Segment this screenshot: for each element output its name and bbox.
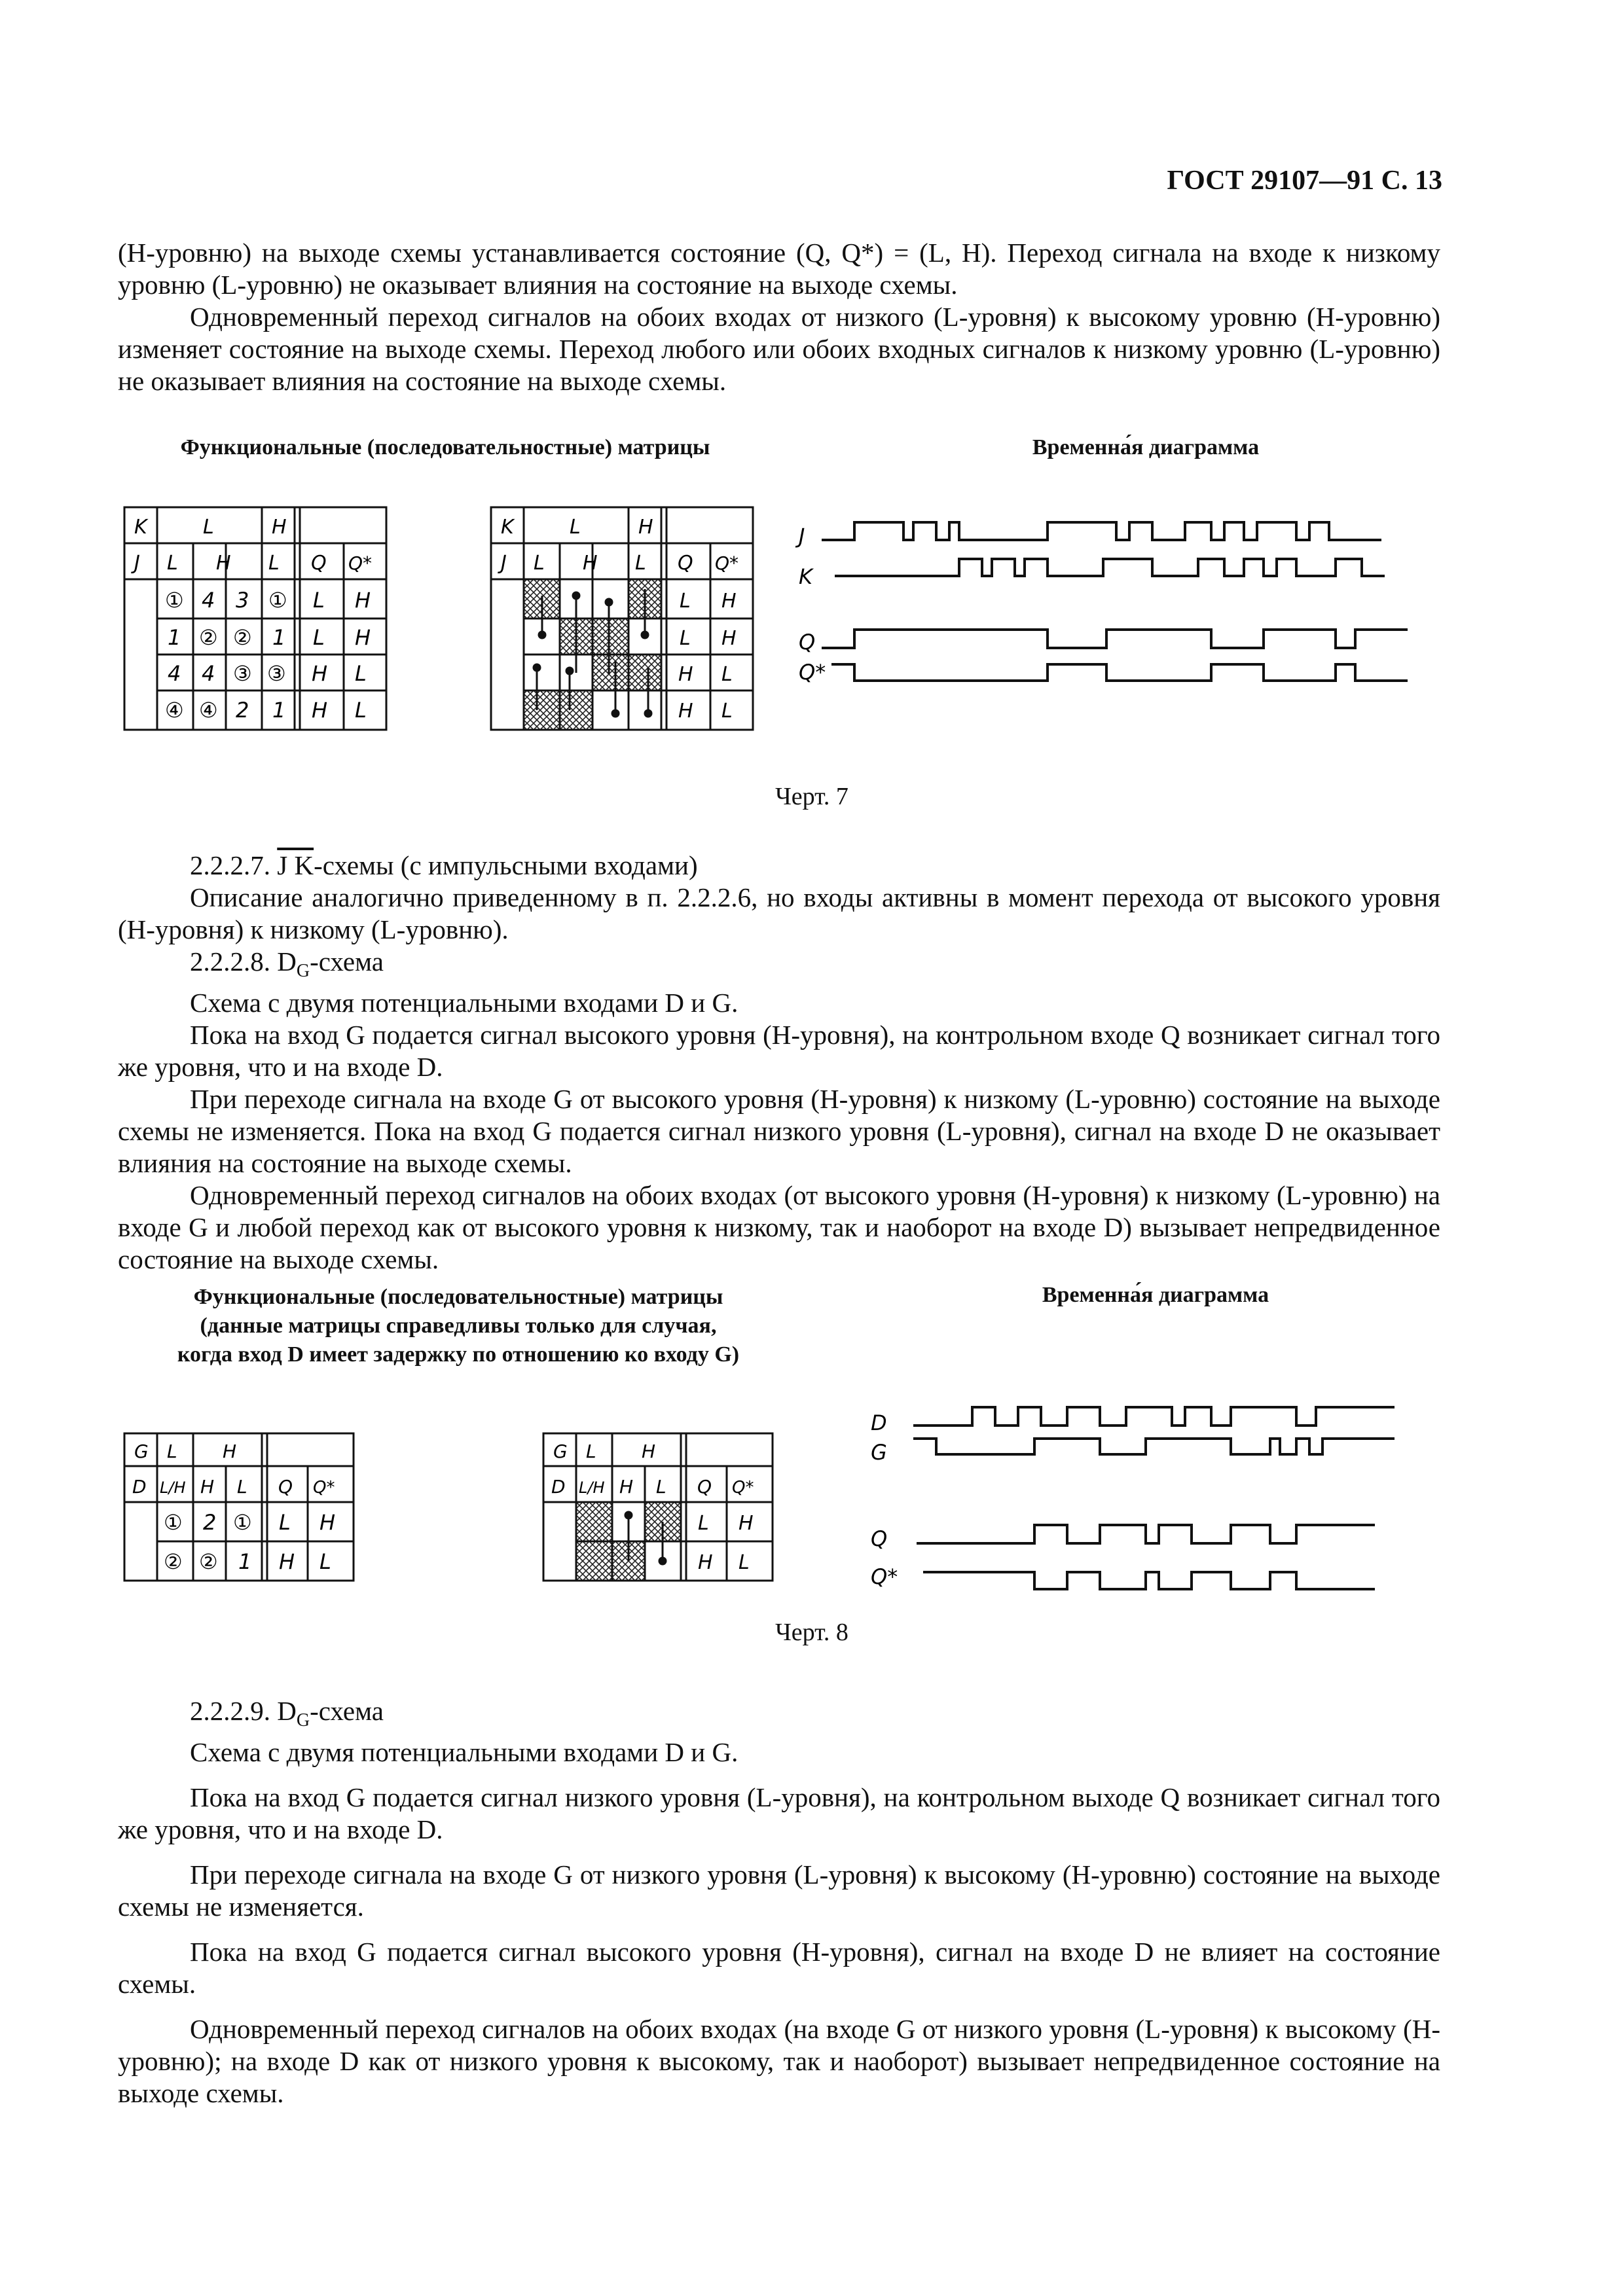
cell: ②: [233, 625, 252, 650]
cell: H: [216, 552, 231, 575]
cell: D: [132, 1476, 147, 1498]
signal-label: Q: [799, 630, 816, 655]
cell: Q: [311, 552, 327, 575]
cell: 3: [236, 588, 249, 613]
section-number: 2.2.2.7.: [190, 850, 270, 880]
section-heading-228: [118, 946, 1440, 987]
waveform-k: [835, 559, 1385, 576]
cell: L: [635, 552, 646, 575]
cell: L/H: [160, 1479, 186, 1497]
top-text-block: [118, 237, 1440, 397]
paragraph: Одновременный переход сигналов на обоих входах (от высокого уровня (Н-уровня) к низкому (L-уровню) на входе G и любой переход как от высокого уровня к низкому, так и наоборот на входе D) вызывает непредвиденное состояние на выходе схемы.: [118, 1180, 1440, 1275]
cell: 2: [203, 1510, 217, 1535]
waveform-q-star: [831, 664, 1408, 681]
cell: H: [739, 1512, 754, 1535]
signal-label: Q: [871, 1526, 888, 1551]
signal-label: Q*: [799, 660, 826, 685]
cell: H: [312, 661, 328, 686]
cell: 1: [238, 1549, 252, 1574]
paragraph: При переходе сигнала на входе G от высокого уровня (Н-уровня) к низкому (L-уровню) состояние на выходе схемы не изменяется. Пока на вход G подается сигнал низкого уровня (L-уровня), сигнал на входе D не оказывает влияния на состояние на выходе схемы.: [118, 1084, 1440, 1179]
cell: H: [319, 1510, 336, 1535]
fig7-timing-caption: Временна́я диаграмма: [1032, 435, 1260, 459]
cell: L: [167, 1441, 177, 1462]
page-header: ГОСТ 29107—91 С. 13: [1167, 166, 1442, 196]
fig8-matrix-table-2: [537, 1430, 779, 1587]
cell: ①: [233, 1510, 252, 1535]
cell: H: [200, 1476, 215, 1498]
fig8-matrix-table-1: [118, 1430, 360, 1587]
cell: L: [279, 1510, 291, 1535]
fig8-timing-diagram: [851, 1394, 1414, 1610]
signal-label: G: [871, 1440, 887, 1465]
cell: 1: [272, 698, 286, 723]
cell: Q*: [313, 1478, 335, 1498]
cell: L: [570, 516, 581, 539]
cell: ④: [199, 698, 218, 723]
bottom-text-block: [118, 1695, 1440, 2109]
fig8-caption: Черт. 8: [775, 1619, 848, 1646]
paragraph: Одновременный переход сигналов на обоих входах от низкого (L-уровня) к высокому уровню (Н-уровню) изменяет состояние на выходе схемы. Переход любого или обоих входных сигналов к низкому уровню (L-уровню) не оказывает влияния на состояние на выходе схемы.: [118, 302, 1440, 396]
cell: Q*: [348, 552, 373, 574]
signal-name: J K: [277, 850, 314, 880]
section-title: -схема: [310, 946, 384, 977]
paragraph: Пока на вход G подается сигнал высокого уровня (Н-уровня), сигнал на входе D не влияет на состояние схемы.: [118, 1937, 1440, 2000]
cell: 2: [236, 698, 249, 723]
cell: H: [312, 698, 328, 723]
cell: H: [223, 1441, 237, 1462]
cell: L/H: [579, 1479, 605, 1497]
cell: ②: [199, 1549, 218, 1574]
cell: L: [586, 1441, 596, 1462]
cell: H: [619, 1476, 634, 1498]
caption-line: когда вход D имеет задержку по отношению ко входу G): [177, 1342, 740, 1367]
section-heading-229: [118, 1695, 1440, 1736]
cell: H: [583, 552, 598, 575]
caption-line: Функциональные (последовательностные) матрицы: [193, 1285, 723, 1309]
cell: L: [680, 627, 691, 650]
fig8-timing-caption: Временна́я диаграмма: [1042, 1283, 1269, 1307]
cell: H: [279, 1549, 295, 1574]
signal-label: J: [799, 524, 805, 548]
waveform-d: [913, 1407, 1395, 1426]
cell: ①: [165, 588, 184, 613]
cell: L: [656, 1476, 666, 1498]
paragraph: Пока на вход G подается сигнал высокого уровня (Н-уровня), на контрольном входе Q возникает сигнал того же уровня, что и на входе D.: [118, 1020, 1440, 1083]
cell: H: [721, 590, 737, 613]
section-title: -схемы (с импульсными входами): [314, 850, 698, 880]
caption-line: (данные матрицы справедливы только для случая,: [200, 1314, 717, 1338]
cell: 4: [168, 661, 181, 686]
cell: ①: [268, 588, 287, 613]
cell: L: [680, 590, 691, 613]
signal-label: Q*: [871, 1564, 898, 1589]
cell: ④: [165, 698, 184, 723]
cell: J: [501, 552, 507, 575]
cell: L: [721, 700, 733, 723]
cell: Q: [697, 1476, 712, 1498]
paragraph: Схема с двумя потенциальными входами D и G.: [190, 988, 739, 1018]
cell: Q*: [715, 552, 739, 574]
cell: ①: [164, 1510, 183, 1535]
signal-subscript: G: [296, 1710, 310, 1731]
waveform-j: [822, 522, 1381, 540]
cell: 1: [272, 625, 286, 650]
paragraph: Схема с двумя потенциальными входами D и G.: [190, 1737, 739, 1768]
cell: D: [551, 1476, 566, 1498]
cell: L: [534, 552, 545, 575]
signal-label: D: [871, 1410, 887, 1435]
cell: J: [134, 552, 140, 575]
section-heading-227: [118, 850, 1440, 882]
cell: Q: [278, 1476, 293, 1498]
section-number: 2.2.2.8.: [190, 946, 270, 977]
fig7-matrix-table-1: [118, 504, 393, 740]
cell: H: [355, 588, 371, 613]
fig7-matrix-caption: Функциональные (последовательностные) матрицы: [180, 435, 710, 459]
cell: ③: [233, 661, 252, 686]
cell: ②: [199, 625, 218, 650]
cell: 4: [202, 661, 215, 686]
cell: L: [313, 625, 325, 650]
cell: L: [355, 661, 367, 686]
signal-name: D: [277, 1696, 297, 1726]
cell: L: [203, 516, 214, 539]
middle-text-block: [118, 850, 1440, 1276]
cell: ③: [267, 661, 286, 686]
waveform-g: [913, 1439, 1395, 1454]
paragraph: Описание аналогично приведенному в п. 2.2.2.6, но входы активны в момент перехода от высокого уровня (Н-уровня) к низкому (L-уровню).: [118, 882, 1440, 944]
waveform-q-star: [923, 1572, 1375, 1589]
signal-label: K: [799, 564, 812, 589]
waveform-q: [917, 1525, 1375, 1543]
cell: H: [638, 516, 653, 539]
cell: K: [134, 516, 147, 539]
section-number: 2.2.2.9.: [190, 1696, 270, 1726]
fig7-caption: Черт. 7: [775, 783, 848, 810]
cell: L: [319, 1549, 331, 1574]
cell: H: [355, 625, 371, 650]
fig8-matrix-caption: [98, 1283, 818, 1369]
cell: L: [698, 1512, 709, 1535]
cell: L: [739, 1551, 750, 1574]
fig7-timing-diagram: [792, 511, 1460, 713]
fig7-matrix-table-2: [484, 504, 766, 740]
cell: L: [355, 698, 367, 723]
cell: L: [237, 1476, 247, 1498]
cell: H: [721, 627, 737, 650]
cell: Q: [678, 552, 693, 575]
signal-subscript: G: [296, 961, 310, 982]
cell: H: [678, 700, 693, 723]
paragraph: (Н-уровню) на выходе схемы устанавливается состояние (Q, Q*) = (L, Н). Переход сигнала на входе к низкому уровню (L-уровню) не оказывает влияния на состояние на выходе схемы.: [118, 238, 1440, 300]
cell: Q*: [732, 1478, 754, 1498]
cell: 4: [202, 588, 215, 613]
cell: H: [678, 663, 693, 686]
cell: G: [553, 1441, 568, 1462]
cell: L: [313, 588, 325, 613]
cell: L: [721, 663, 733, 686]
signal-name: D: [277, 946, 297, 977]
cell: G: [134, 1441, 149, 1462]
section-title: -схема: [310, 1696, 384, 1726]
cell: L: [268, 552, 280, 575]
cell: H: [642, 1441, 656, 1462]
cell: K: [501, 516, 514, 539]
cell: H: [698, 1551, 713, 1574]
waveform-q: [822, 630, 1408, 648]
cell: 1: [168, 625, 181, 650]
cell: H: [272, 516, 287, 539]
cell: ②: [164, 1549, 183, 1574]
cell: L: [167, 552, 178, 575]
paragraph: Одновременный переход сигналов на обоих входах (на входе G от низкого уровня (L-уровня) к высокому (Н-уровню); на входе D как от низкого уровня к высокому, так и наоборот) вызывает непредвиденное состояние на выходе схемы.: [118, 2014, 1440, 2109]
paragraph: Пока на вход G подается сигнал низкого уровня (L-уровня), на контрольном выходе Q возникает сигнал того же уровня, что и на входе D.: [118, 1782, 1440, 1845]
paragraph: При переходе сигнала на входе G от низкого уровня (L-уровня) к высокому (Н-уровню) состояние на выходе схемы не изменяется.: [118, 1859, 1440, 1922]
